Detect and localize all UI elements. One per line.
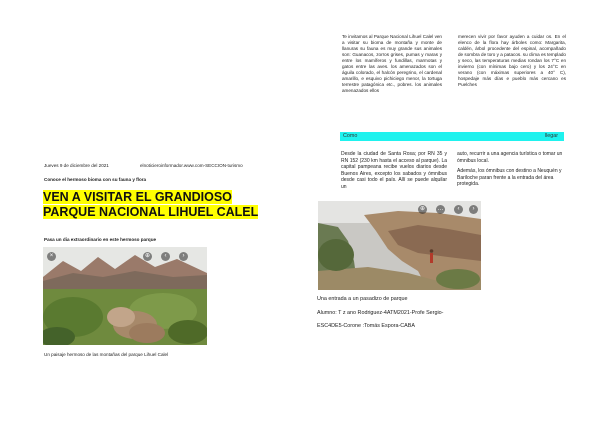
right-photo-caption: Una entrada a un pasadizo de parque bbox=[317, 296, 408, 302]
article-source: elnoticieroinformador.www.com-SECCION-turismo bbox=[140, 163, 243, 168]
prev-icon[interactable]: ‹ bbox=[161, 252, 170, 261]
directions-column: Desde la ciudad de Santa Rosa; por RN 35 y RN 152 (230 km hasta el acceso al parque). La capital pampeana recibe vuelos diarios desde Buenos Aires, excepto los sabados y ómnibus desde casi todo el país. Allí se puede alquilar un bbox=[341, 151, 447, 190]
how-to-get-there-band bbox=[340, 132, 564, 141]
article-headline bbox=[43, 190, 263, 220]
canyon-passage-photo bbox=[318, 201, 481, 290]
zoom-icon[interactable]: ⊕ bbox=[144, 253, 151, 259]
article-date: Jueves 9 de diciembre del 2021 bbox=[44, 163, 109, 168]
prev-icon[interactable]: ‹ bbox=[454, 205, 463, 214]
article-deck: Pasa un dia extraordinario en este hermoso parque bbox=[44, 237, 157, 242]
flora-climate-column: merecen vivir por favor ayuden a cuidar os. En el elenco de la flora hay árboles como: Margarita, caldén, árbol procedente del espinal, acompañado de sombra de toro y a patacos. su clima es templado y seco, las temperaturas medias rondan los 7°C en invierno (con mínimas bajo cero) y los 24°C en verano (con máximas superiores a 40° C), hospedaje más días e pueblo más cercano es Puelches bbox=[458, 34, 566, 87]
school-credit: ESC4DE5-Corone :Tomás Espora-CABA bbox=[317, 323, 415, 329]
mountain-landscape-photo bbox=[43, 247, 207, 345]
left-photo-caption: Un paisaje hermoso de las montañas del parque Lihuel Calel bbox=[44, 352, 169, 357]
band-right-label: llegar bbox=[544, 133, 558, 139]
zoom-icon[interactable]: ⊕ bbox=[419, 206, 426, 212]
author-credit: Alumno: T z ano Rodriguez-4ATM2021-Profe Sergio- bbox=[317, 310, 444, 316]
next-icon[interactable]: › bbox=[179, 252, 188, 261]
directions-paragraph-2: Además, los ómnibus con destino a Neuquén y Bariloche paran frente a la entrada del área protegida. bbox=[457, 168, 562, 188]
article-subtitle: Conoce el hermoso bioma con su fauna y flora bbox=[44, 177, 147, 182]
headline-text: VEN A VISITAR EL GRANDIOSO PARQUE NACIONAL LIHUEL CALEL bbox=[43, 190, 259, 219]
landscape-illustration bbox=[43, 247, 207, 345]
close-icon[interactable]: × bbox=[47, 252, 56, 261]
more-icon[interactable]: … bbox=[437, 206, 444, 212]
band-left-label: Como bbox=[343, 133, 358, 139]
directions-continued-column bbox=[457, 151, 567, 192]
intro-column: Te invitamos al Parque Nacional Lihuel Calel ven a visitar su bioma de montaña y monte de llanuras su fauna es muy grande sus animales son: Guanacos, zorros grises, pumas y maras y entre los mamíferos y fundillas, marmotas y gatos entre las aves. los amenazados son el águila colorado, el halcón peregrino, el cardenal amarillo, e esquivo pichiciego menor, la tortuga terrestre patagónica etc., pobres. los animales amenazados ellos bbox=[342, 34, 442, 93]
canyon-illustration bbox=[318, 201, 481, 290]
directions-paragraph-1: auto, recurrir a una agencia turística o tomar un ómnibus local. bbox=[457, 151, 563, 164]
next-icon[interactable]: › bbox=[469, 205, 478, 214]
